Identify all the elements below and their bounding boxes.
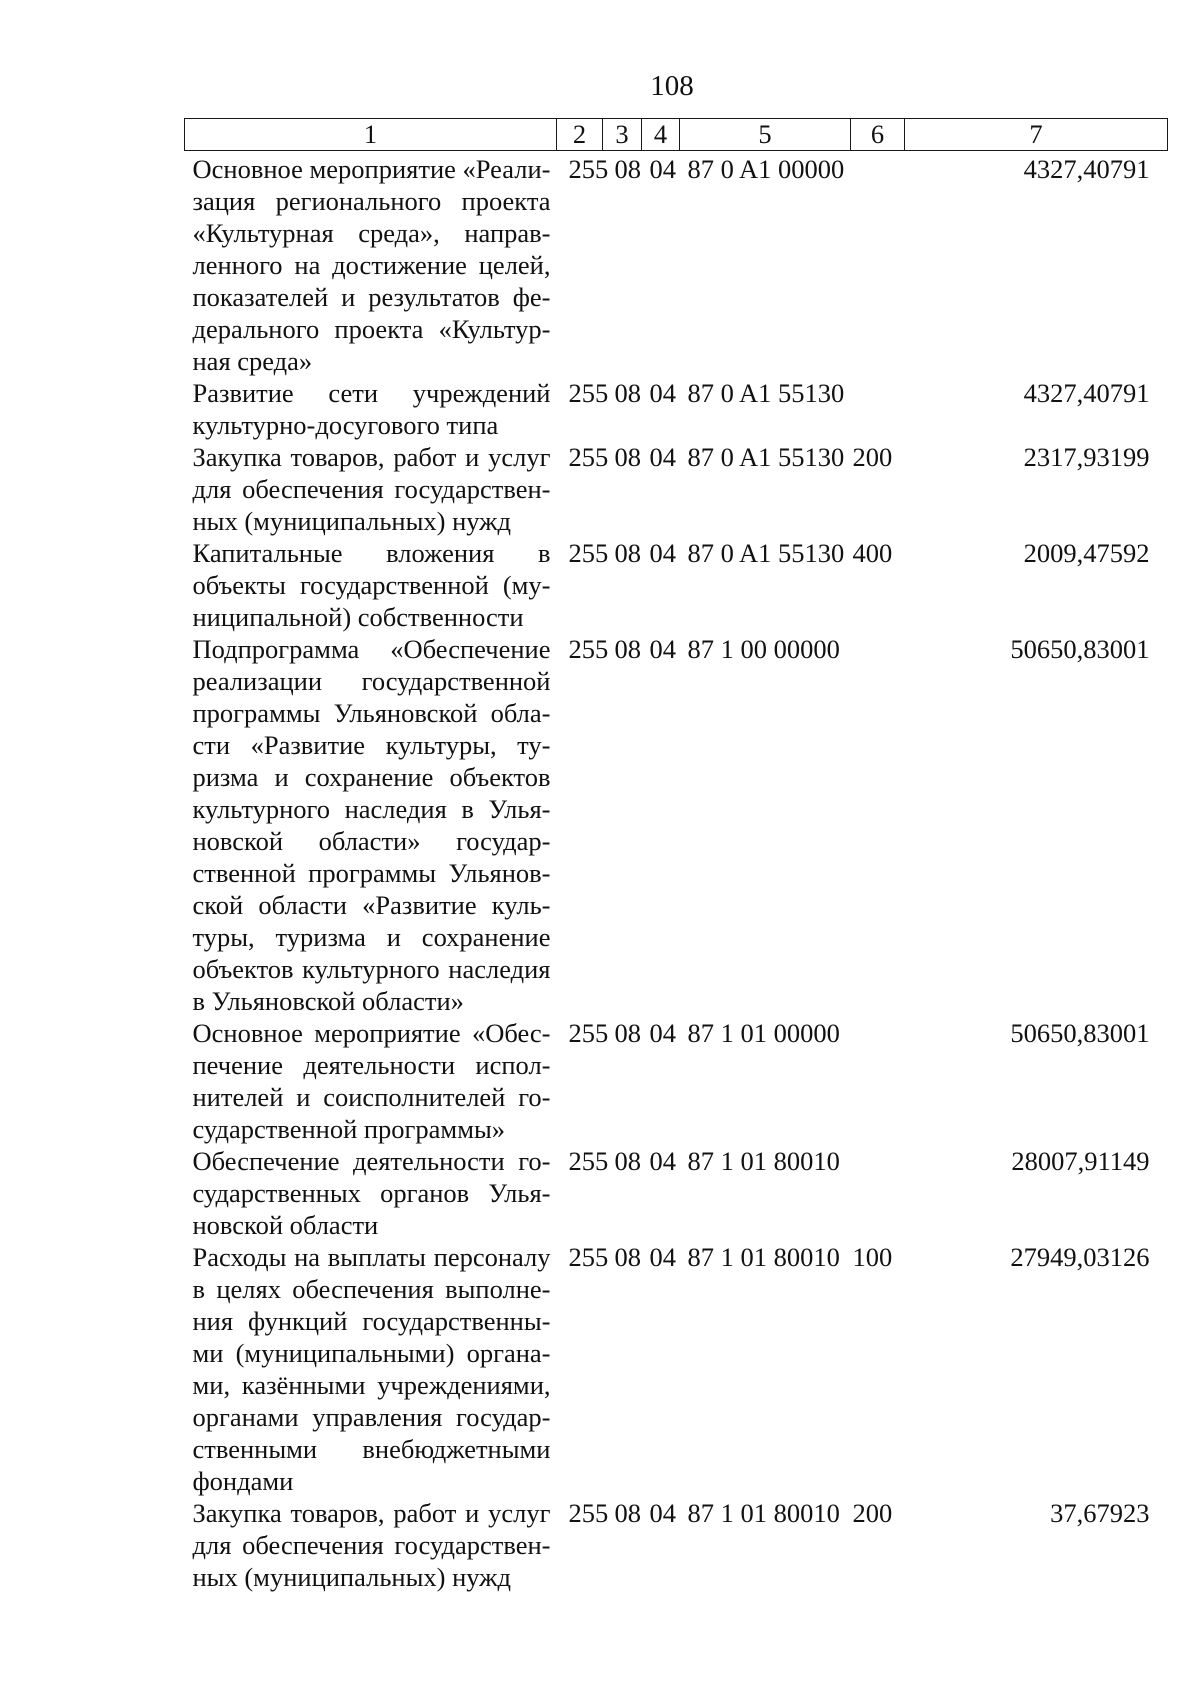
row-amount: 27949,03126 — [1010, 1242, 1150, 1272]
row-code-expense-type — [851, 151, 905, 378]
row-code-ministry: 255 — [568, 1146, 609, 1176]
column-header: 4 — [642, 119, 680, 151]
row-amount: 4327,40791 — [1023, 154, 1150, 184]
table-row — [185, 1017, 1168, 1145]
row-code-ministry: 255 — [568, 154, 609, 184]
row-code-target: 87 0 A1 55130 — [687, 378, 845, 408]
row-code-expense-type: 100 — [852, 1242, 893, 1272]
row-code-subsection: 04 — [649, 1498, 676, 1528]
row-code-subsection: 04 — [649, 154, 676, 184]
row-code-target: 87 0 A1 55130 — [687, 442, 845, 472]
table-row — [185, 1241, 1168, 1497]
row-code-ministry: 255 — [568, 1018, 609, 1048]
row-amount: 37,67923 — [1050, 1498, 1150, 1528]
row-code-target: 87 1 00 00000 — [687, 634, 840, 664]
row-amount: 2009,47592 — [1023, 538, 1150, 568]
row-code-expense-type — [851, 377, 905, 441]
row-name: Развитие сети учреждений культурно-досугового типа — [192, 378, 551, 440]
row-code-section: 08 — [614, 1146, 641, 1176]
column-header: 1 — [185, 119, 557, 151]
table-row — [185, 441, 1168, 537]
column-header: 6 — [851, 119, 905, 151]
row-code-target: 87 0 A1 00000 — [687, 154, 845, 184]
table-row — [185, 1497, 1168, 1593]
row-code-section: 08 — [614, 538, 641, 568]
column-header: 5 — [680, 119, 851, 151]
row-name: Капитальные вложения в объекты государственной (муниципальной) собственности — [192, 538, 551, 632]
row-code-subsection: 04 — [649, 442, 676, 472]
row-amount: 50650,83001 — [1010, 1018, 1150, 1048]
row-amount: 2317,93199 — [1023, 442, 1150, 472]
row-code-ministry: 255 — [568, 1498, 609, 1528]
row-name: Подпрограмма «Обеспечение реализации государственной программы Ульяновской области «Развитие культуры, туризма и сохранение объектов культурного наследия в Ульяновской области» государственной программы Ульяновской области «Развитие культуры, туризма и сохранение объектов культурного наследия в Ульяновской области» — [192, 634, 551, 1016]
table-row — [185, 151, 1168, 378]
row-code-ministry: 255 — [568, 1242, 609, 1272]
row-code-expense-type — [851, 1145, 905, 1241]
row-code-section: 08 — [614, 442, 641, 472]
row-code-section: 08 — [614, 1242, 641, 1272]
row-name: Основное мероприятие «Реализация регионального проекта «Культурная среда», направленного на достижение целей, показателей и результатов федерального проекта «Культурная среда» — [192, 154, 551, 376]
row-code-subsection: 04 — [649, 1242, 676, 1272]
column-header: 3 — [603, 119, 642, 151]
row-code-section: 08 — [614, 154, 641, 184]
row-code-ministry: 255 — [568, 378, 609, 408]
row-amount: 28007,91149 — [1011, 1146, 1150, 1176]
table-header-row — [185, 119, 1168, 151]
row-code-subsection: 04 — [649, 1146, 676, 1176]
row-name: Расходы на выплаты персоналу в целях обеспечения выполнения функций государственными (муниципальными) органами, казёнными учреждениями, органами управления государственными внебюджетными фондами — [192, 1242, 551, 1496]
row-amount: 50650,83001 — [1010, 634, 1150, 664]
row-amount: 4327,40791 — [1023, 378, 1150, 408]
table-row — [185, 377, 1168, 441]
column-header: 7 — [905, 119, 1168, 151]
row-code-section: 08 — [614, 378, 641, 408]
row-code-section: 08 — [614, 1018, 641, 1048]
column-header: 2 — [557, 119, 603, 151]
row-code-section: 08 — [614, 634, 641, 664]
budget-table — [184, 118, 1168, 1593]
row-code-subsection: 04 — [649, 378, 676, 408]
row-code-subsection: 04 — [649, 634, 676, 664]
table-row — [185, 633, 1168, 1017]
row-code-target: 87 1 01 80010 — [687, 1242, 840, 1272]
table-row — [185, 1145, 1168, 1241]
row-code-subsection: 04 — [649, 538, 676, 568]
row-name: Основное мероприятие «Обеспечение деятельности исполнителей и соисполнителей государственной программы» — [192, 1018, 551, 1144]
row-code-expense-type: 400 — [852, 538, 893, 568]
row-code-ministry: 255 — [568, 538, 609, 568]
row-code-target: 87 1 01 00000 — [687, 1018, 840, 1048]
page-number: 108 — [650, 70, 694, 102]
row-name: Закупка товаров, работ и услуг для обеспечения государственных (муниципальных) нужд — [192, 442, 551, 536]
row-code-expense-type — [851, 633, 905, 1017]
row-code-ministry: 255 — [568, 442, 609, 472]
row-code-target: 87 0 A1 55130 — [687, 538, 845, 568]
row-code-section: 08 — [614, 1498, 641, 1528]
row-code-subsection: 04 — [649, 1018, 676, 1048]
row-code-expense-type: 200 — [852, 1498, 893, 1528]
row-name: Обеспечение деятельности государственных органов Ульяновской области — [192, 1146, 551, 1240]
row-code-target: 87 1 01 80010 — [687, 1498, 840, 1528]
row-code-ministry: 255 — [568, 634, 609, 664]
table-row — [185, 537, 1168, 633]
row-name: Закупка товаров, работ и услуг для обеспечения государственных (муниципальных) нужд — [192, 1498, 551, 1592]
row-code-expense-type: 200 — [852, 442, 893, 472]
row-code-expense-type — [851, 1017, 905, 1145]
row-code-target: 87 1 01 80010 — [687, 1146, 840, 1176]
